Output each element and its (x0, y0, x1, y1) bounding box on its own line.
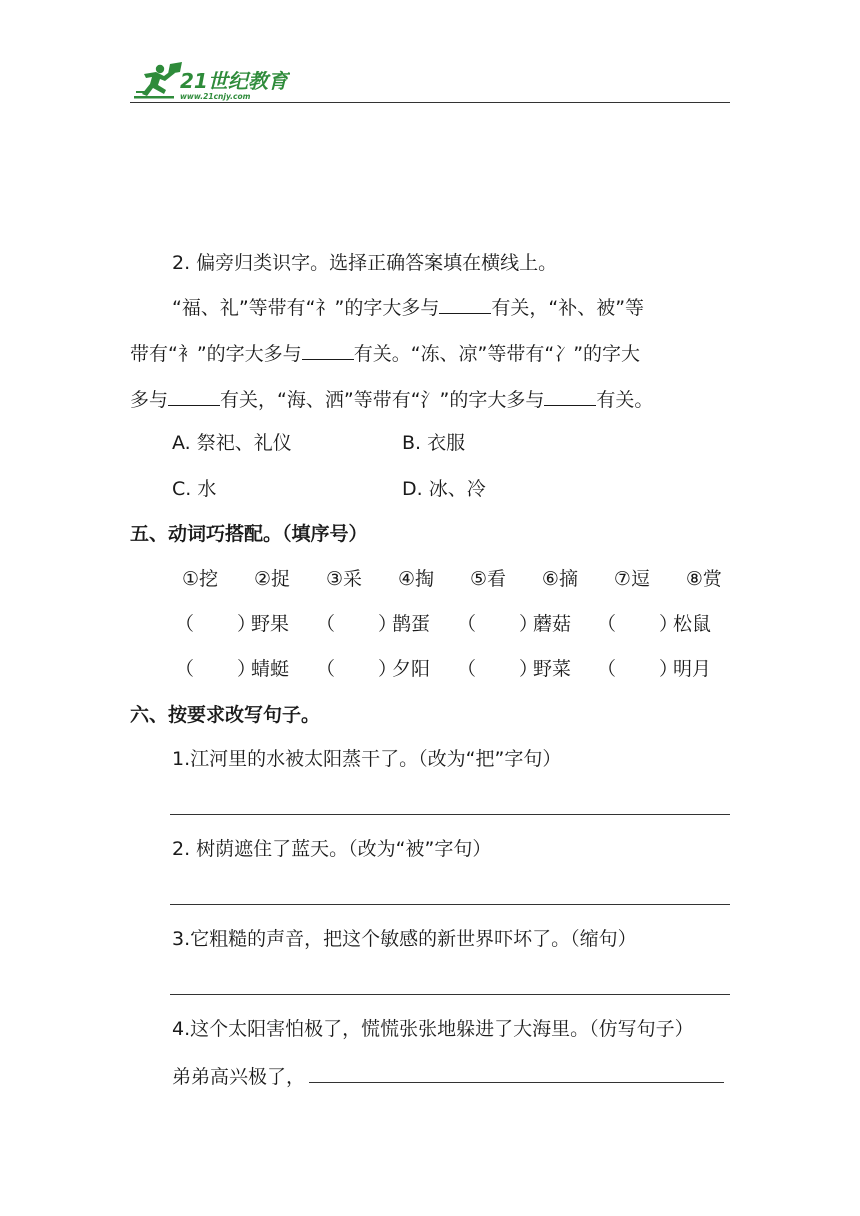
verb-item: ②捉 (253, 568, 291, 590)
q2-text-2: 有关，“补、被”等 (491, 297, 645, 319)
verb-item: ⑦逗 (613, 568, 650, 590)
verb-item: ⑧赏 (685, 568, 722, 590)
q2-text-4: 有关。“冻、凉”等带有“冫”的字大 (353, 343, 641, 365)
answer-blank[interactable] (439, 295, 491, 314)
svg-text:www.21cnjy.com: www.21cnjy.com (180, 92, 251, 101)
rewrite-q4-answer-row (172, 1062, 724, 1090)
rewrite-q2: 2. 树荫遮住了蓝天。（改为“被”字句） (172, 838, 492, 860)
verb-item: ③采 (325, 568, 363, 590)
section-5-title: 五、动词巧搭配。（填序号） (130, 523, 368, 545)
q2-paragraph-line2 (130, 331, 730, 377)
match-row-2: （ ） 蜻蜓 （ ） 夕阳 （ ） 野菜 （ ） 明月 (175, 658, 712, 680)
21cnjy-logo (130, 58, 290, 102)
option-d: D. 冰、冷 (402, 478, 486, 500)
option-c: C. 水 (172, 478, 217, 500)
verb-list (182, 566, 722, 592)
verb-item: ①挖 (182, 568, 219, 590)
q2-text-3: 带有“衤”的字大多与 (130, 343, 302, 365)
q2-paragraph-line3 (130, 377, 730, 423)
q2-title: 2. 偏旁归类识字。选择正确答案填在横线上。 (172, 252, 558, 274)
answer-blank[interactable] (168, 387, 220, 406)
q4-prompt: 弟弟高兴极了， (172, 1066, 306, 1088)
verb-item: ④掏 (397, 568, 434, 590)
page-header (130, 58, 730, 104)
q2-text-1: “福、礼”等带有“礻”的字大多与 (172, 297, 440, 319)
section-6-title: 六、按要求改写句子。 (130, 704, 321, 726)
option-b: B. 衣服 (402, 432, 466, 454)
verb-item: ⑤看 (469, 568, 506, 590)
answer-blank[interactable] (544, 387, 596, 406)
verb-item: ⑥摘 (541, 568, 578, 590)
header-rule (130, 102, 730, 103)
rewrite-q3: 3.它粗糙的声音，把这个敏感的新世界吓坏了。（缩句） (172, 928, 637, 950)
noun-label: 野果 (251, 613, 290, 635)
option-a: A. 祭祀、礼仪 (172, 432, 292, 454)
noun-label: 蘑菇 (533, 613, 572, 635)
answer-line-2[interactable] (170, 904, 730, 905)
rewrite-q1: 1.江河里的水被太阳蒸干了。（改为“把”字句） (172, 748, 562, 770)
q2-text-6: 有关，“海、洒”等带有“氵”的字大多与 (220, 389, 545, 411)
noun-label: 夕阳 (392, 658, 431, 680)
svg-text:21世纪教育: 21世纪教育 (180, 69, 288, 93)
rewrite-q4: 4.这个太阳害怕极了，慌慌张张地躲进了大海里。（仿写句子） (172, 1018, 694, 1040)
answer-line-4[interactable] (309, 1062, 724, 1083)
q2-text-5: 多与 (130, 389, 169, 411)
noun-label: 野菜 (533, 658, 572, 680)
answer-blank[interactable] (302, 341, 354, 360)
noun-label: 鹊蛋 (392, 613, 431, 635)
answer-line-1[interactable] (170, 814, 730, 815)
answer-line-3[interactable] (170, 994, 730, 995)
q2-paragraph (130, 285, 730, 331)
match-row-1: （ ） 野果 （ ） 鹊蛋 （ ） 蘑菇 （ ） 松鼠 (175, 613, 712, 635)
noun-label: 蜻蜓 (251, 658, 290, 680)
noun-label: 松鼠 (673, 613, 712, 635)
q2-text-7: 有关。 (596, 389, 654, 411)
noun-label: 明月 (673, 658, 712, 680)
